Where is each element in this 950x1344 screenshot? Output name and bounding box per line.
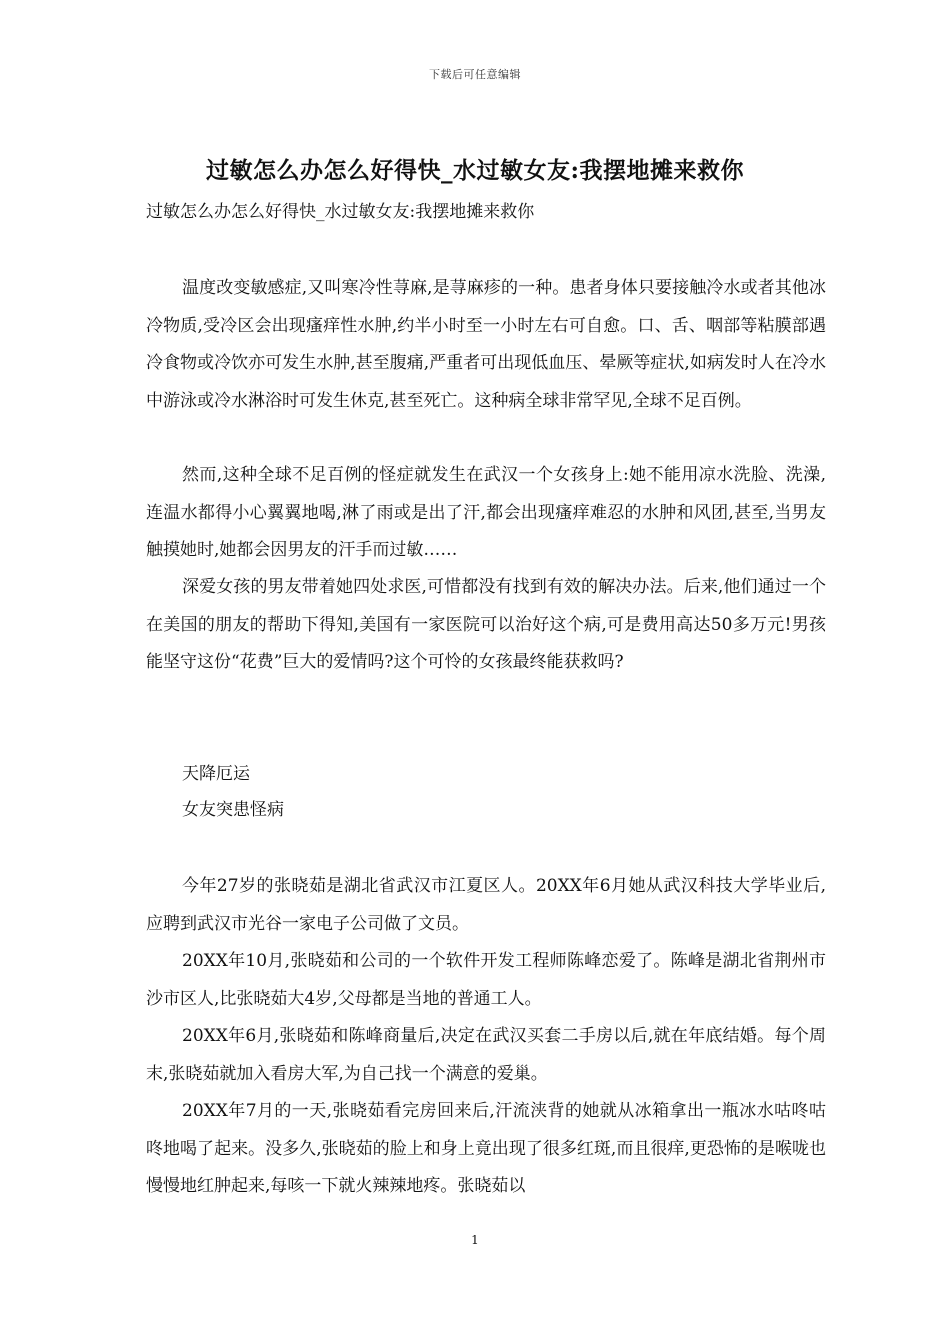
page-title: 过敏怎么办怎么好得快_水过敏女友:我摆地摊来救你: [206, 157, 744, 184]
paragraph-background: 今年27岁的张晓茹是湖北省武汉市江夏区人。20XX年6月她从武汉科技大学毕业后,应聘到武汉市光谷一家电子公司做了文员。: [146, 876, 826, 934]
page-number: 1: [471, 1233, 479, 1247]
header-note: 下载后可任意编辑: [429, 68, 521, 81]
paragraph-wedding-plan: 20XX年6月,张晓茹和陈峰商量后,决定在武汉买套二手房以后,就在年底结婚。每个周末,张晓茹就加入看房大军,为自己找一个满意的爱巢。: [146, 1026, 826, 1084]
paragraph-intro: 温度改变敏感症,又叫寒冷性荨麻,是荨麻疹的一种。患者身体只要接触冷水或者其他冰冷物质,受冷区会出现瘙痒性水肿,约半小时至一小时左右可自愈。口、舌、咽部等粘膜部遇冷食物或冷饮亦可发生水肿,甚至腹痛,严重者可出现低血压、晕厥等症状,如病发时人在冷水中游泳或冷水淋浴时可发生休克,甚至死亡。这种病全球非常罕见,全球不足百例。: [146, 278, 826, 411]
subtitle: 过敏怎么办怎么好得快_水过敏女友:我摆地摊来救你: [146, 202, 535, 222]
paragraph-boyfriend: 深爱女孩的男友带着她四处求医,可惜都没有找到有效的解决办法。后来,他们通过一个在美国的朋友的帮助下得知,美国有一家医院可以治好这个病,可是费用高达50多万元!男孩能坚守这份“花费”巨大的爱情吗?这个可怜的女孩最终能获救吗?: [146, 577, 826, 672]
section-heading-2: 女友突患怪病: [182, 800, 284, 820]
paragraph-case: 然而,这种全球不足百例的怪症就发生在武汉一个女孩身上:她不能用凉水洗脸、洗澡,连温水都得小心翼翼地喝,淋了雨或是出了汗,都会出现瘙痒难忍的水肿和风团,甚至,当男友触摸她时,她都会因男友的汗手而过敏……: [146, 465, 826, 560]
paragraph-onset: 20XX年7月的一天,张晓茹看完房回来后,汗流浃背的她就从冰箱拿出一瓶冰水咕咚咕咚地喝了起来。没多久,张晓茹的脸上和身上竟出现了很多红斑,而且很痒,更恐怖的是喉咙也慢慢地红肿起来,每咳一下就火辣辣地疼。张晓茹以: [146, 1101, 826, 1196]
paragraph-romance: 20XX年10月,张晓茹和公司的一个软件开发工程师陈峰恋爱了。陈峰是湖北省荆州市沙市区人,比张晓茹大4岁,父母都是当地的普通工人。: [146, 951, 826, 1009]
section-heading-1: 天降厄运: [182, 764, 250, 784]
